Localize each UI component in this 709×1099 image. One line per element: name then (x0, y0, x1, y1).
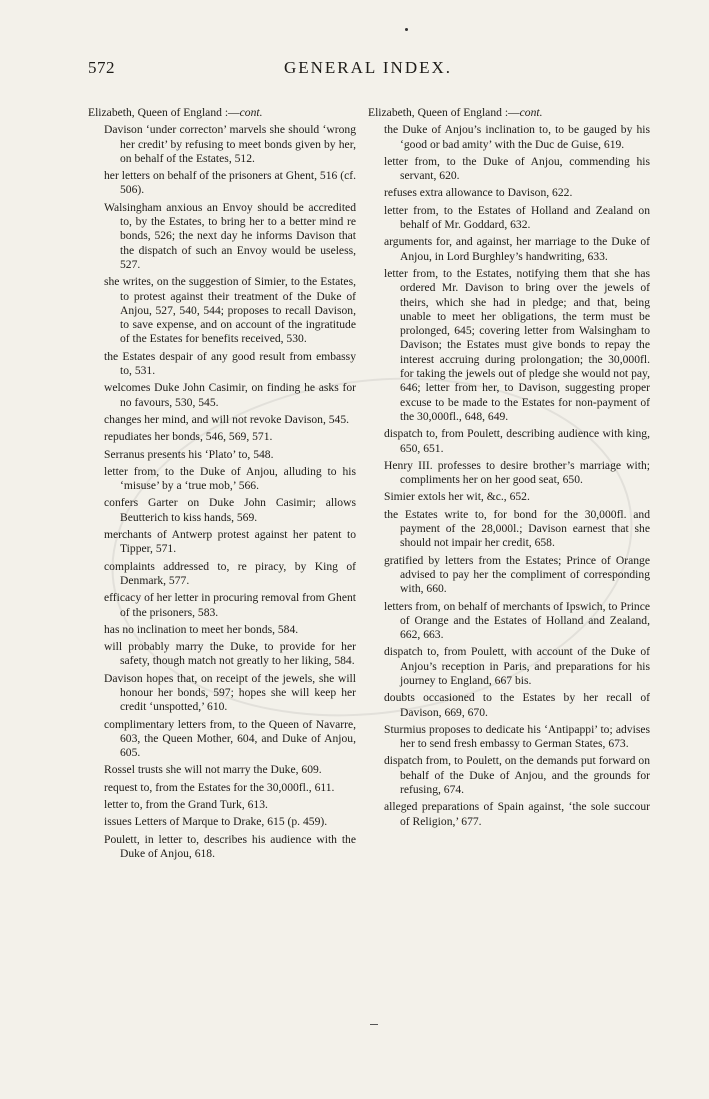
index-entry: doubts occasioned to the Estates by her recall of Davison, 669, 670. (384, 691, 650, 719)
page-header (88, 58, 648, 86)
index-entry: alleged preparations of Spain against, ‘the sole succour of Religion,’ 677. (384, 800, 650, 828)
index-entry: letter from, to the Estates, notifying them that she has ordered Mr. Davison to bring over the jewels of theirs, which she had in pledge; and that, being unable to meet her obligations, the term must be prolonged, 645; covering letter from Walsingham to Davison; the Estates must give bonds to repay the interest accruing during prolongation; the 30,000fl. for taking the jewels out of pledge she would not pay, 646; letter from her, to Davison, suggesting proper excuse to be made to the Estates for non-payment of the 30,000fl., 648, 649. (384, 266, 650, 423)
index-entry: her letters on behalf of the prisoners at Ghent, 516 (cf. 506). (104, 169, 356, 197)
index-entry: she writes, on the suggestion of Simier, to the Estates, to protest against their treatment of the Duke of Anjou, 527, 540, 544; proposes to recall Davison, to save expense, and on account of the ingratitude of the Estates for benefits received, 530. (104, 275, 356, 346)
index-entry: letters from, on behalf of merchants of Ipswich, to Prince of Orange and the Estates of Holland and Zealand, 662, 663. (384, 599, 650, 642)
index-entry: dispatch to, from Poulett, with account of the Duke of Anjou’s reception in Paris, and preparations for his journey to England, 667 bis. (384, 645, 650, 687)
index-entry: has no inclination to meet her bonds, 584. (104, 622, 299, 636)
index-entry: dispatch to, from Poulett, describing audience with king, 650, 651. (384, 427, 650, 455)
index-entry: Serranus presents his ‘Plato’ to, 548. (104, 447, 274, 461)
index-entry: Henry III. professes to desire brother’s marriage with; compliments her on her good seat, 650. (384, 458, 650, 487)
index-entry: request to, from the Estates for the 30,000fl., 611. (104, 780, 335, 794)
index-entry: complaints addressed to, re piracy, by King of Denmark, 577. (104, 559, 356, 587)
index-entry: refuses extra allowance to Davison, 622. (384, 186, 573, 200)
index-entry: confers Garter on Duke John Casimir; allows Beutterich to kiss hands, 569. (104, 496, 356, 524)
index-entry: gratified by letters from the Estates; Prince of Orange advised to pay her the compliment of corresponding with, 660. (384, 553, 650, 596)
end-rule (370, 1024, 378, 1025)
index-entry: Poulett, in letter to, describes his audience with the Duke of Anjou, 618. (104, 832, 356, 860)
index-entry: efficacy of her letter in procuring removal from Ghent of the prisoners, 583. (104, 591, 356, 619)
index-entry: Simier extols her wit, &c., 652. (384, 490, 530, 504)
index-entry: welcomes Duke John Casimir, on finding he asks for no favours, 530, 545. (104, 381, 356, 409)
heading-text: Elizabeth, Queen of England :— (368, 106, 520, 119)
index-entry: will probably marry the Duke, to provide for her safety, though match not greatly to her liking, 584. (104, 640, 356, 668)
index-entry: merchants of Antwerp protest against her patent to Tipper, 571. (104, 528, 356, 556)
index-entry: the Estates write to, for bond for the 30,000fl. and payment of the 28,000l.; Davison earnest that she should not impair her credit, 658. (384, 507, 650, 550)
index-entry: changes her mind, and will not revoke Davison, 545. (104, 412, 350, 426)
index-entry: Sturmius proposes to dedicate his ‘Antipappi’ to; advises her to send fresh embassy to German States, 673. (384, 722, 650, 751)
running-title: GENERAL INDEX. (283, 58, 453, 77)
index-heading (88, 106, 356, 120)
right-column (368, 106, 650, 829)
page-number: 572 (88, 58, 115, 77)
heading-cont: cont. (519, 106, 543, 119)
index-entry: the Estates despair of any good result from embassy to, 531. (104, 349, 356, 378)
index-entry: complimentary letters from, to the Queen of Navarre, 603, the Queen Mother, 604, and Duke of Anjou, 605. (104, 717, 356, 760)
index-heading (368, 106, 650, 120)
index-entry: dispatch from, to Poulett, on the demands put forward on behalf of the Duke of Anjou, and the grounds for refusing, 674. (384, 754, 650, 797)
index-entry: issues Letters of Marque to Drake, 615 (p. 459). (104, 815, 328, 829)
heading-cont: cont. (239, 106, 263, 119)
index-entry: Davison hopes that, on receipt of the jewels, she will honour her bonds, 597; hopes she will keep her credit ‘unspotted,’ 610. (104, 671, 356, 714)
index-entry: the Duke of Anjou’s inclination to, to be gauged by his ‘good or bad amity’ with the Duc de Guise, 619. (384, 123, 650, 151)
index-entry: letter from, to the Duke of Anjou, alluding to his ‘misuse’ by a ‘true mob,’ 566. (104, 464, 356, 493)
heading-text: Elizabeth, Queen of England :— (88, 106, 240, 119)
index-entry: Davison ‘under correcton’ marvels she should ‘wrong her credit’ by refusing to meet bonds given by her, on behalf of the Estates, 512. (104, 123, 356, 165)
index-entry: letter to, from the Grand Turk, 613. (104, 798, 268, 812)
index-entry: Rossel trusts she will not marry the Duke, 609. (104, 763, 322, 777)
printer-mark (405, 28, 408, 31)
index-entry: repudiates her bonds, 546, 569, 571. (104, 430, 273, 444)
index-entry: letter from, to the Duke of Anjou, commending his servant, 620. (384, 154, 650, 183)
index-entry: letter from, to the Estates of Holland and Zealand on behalf of Mr. Goddard, 632. (384, 203, 650, 232)
left-column (88, 106, 356, 861)
index-entry: arguments for, and against, her marriage to the Duke of Anjou, in Lord Burghley’s handwriting, 633. (384, 235, 650, 263)
index-entry: Walsingham anxious an Envoy should be accredited to, by the Estates, to bring her to a better mind re bonds, 526; the next day he informs Davison that the dispatch of such an Envoy would be useless, 527. (104, 200, 356, 271)
